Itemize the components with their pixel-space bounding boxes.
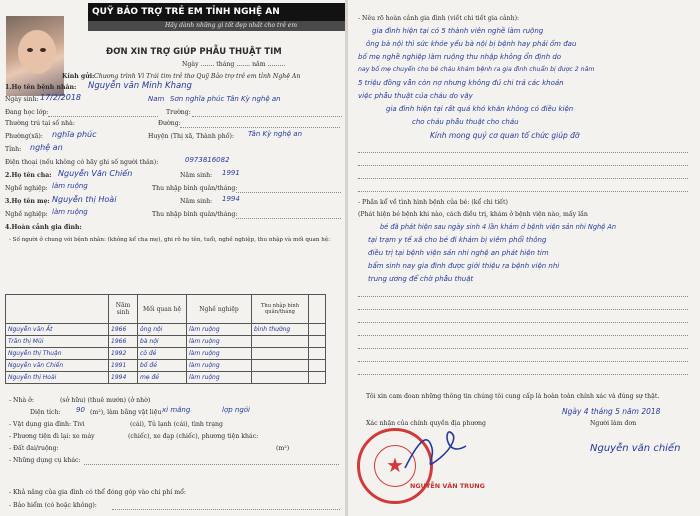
header-income: Thu nhập bình quân/tháng [252,295,309,324]
father-income-label: Thu nhập bình quân/tháng: [152,185,238,192]
ward-value: nghĩa phúc [52,130,97,139]
cell-rel: mẹ đẻ [138,372,187,384]
date-line: Ngày ....... tháng ....... năm ......... [182,61,286,68]
q2-dots [358,348,688,349]
q1-line: bố mẹ nghề nghiệp làm ruộng thu nhập không ổn định do [358,53,562,61]
dob-label: Ngày sinh: [5,96,39,103]
cell-rel: bố đẻ [138,360,187,372]
cell-extra [309,360,326,372]
cell-job: làm ruộng [187,348,252,360]
insurance-dots [112,509,340,510]
school-label: Trường: [166,109,191,116]
wall-value: lợp ngói [222,406,251,414]
table-row [6,324,326,336]
header-extra [309,295,326,324]
child-name-label: 1.Họ tên bệnh nhân: [5,84,77,91]
q1-dots [358,178,688,179]
gender-value: Nam [148,95,165,103]
q2-line: điều trị tại bệnh viện sản nhi nghệ an phát hiện tim [368,249,549,257]
cell-year: 1994 [109,372,138,384]
father-income-dots [236,192,341,193]
commit-text: Tôi xin cam đoan những thông tin chúng tôi cung cấp là hoàn toàn chính xác và đúng sự thật. [366,393,660,400]
cell-name: Trần thị Mùi [6,336,109,348]
school-dots [192,116,342,117]
mother-income-label: Thu nhập bình quân/tháng: [152,211,238,218]
q1-line: Kính mong quý cơ quan tổ chức giúp đỡ [430,131,580,140]
applicant-signature: Nguyễn văn chiến [590,443,681,454]
family-label: 4.Hoàn cảnh gia đình: [5,224,82,231]
vehicle-label: - Phương tiện đi lại: xe máy [9,433,95,440]
applicant-label: Người làm đơn [590,420,637,427]
q1-line: cho cháu phẫu thuật cho cháu [412,118,519,126]
province-value: nghệ an [30,143,63,152]
area-value: 90 [76,406,85,414]
cell-name: Nguyễn văn Ất [6,324,109,336]
other-dots [84,464,339,465]
father-job-value: làm ruộng [52,182,88,190]
mother-value: Nguyễn thị Hoài [52,195,117,204]
cell-job: làm ruộng [187,324,252,336]
material-label: (m²), làm bằng vật liệu [90,409,162,416]
q2-line: tại trạm y tế xã cho bé đi khám bị viêm phổi thông [368,236,547,244]
table-row [6,360,326,372]
header-job: Nghề nghiệp [187,295,252,324]
cell-job: làm ruộng [187,360,252,372]
q2-dots [358,361,688,362]
cell-year: 1992 [109,348,138,360]
mother-job-label: Nghề nghiệp: [5,211,48,218]
star-icon: ★ [386,453,404,477]
phone-value: 0973816082 [185,156,230,164]
kinh-gui-label: Kính gửi: [62,73,95,80]
room-label: - Vật dụng gia đình: Tivi [9,421,85,428]
q2-dots [358,309,688,310]
other-label: - Những dụng cụ khác: [9,457,81,464]
cell-extra [309,336,326,348]
header-year: Năm sinh [109,295,138,324]
form-title: ĐƠN XIN TRỢ GIÚP PHẪU THUẬT TIM [106,47,282,57]
q1-line: nay bố mẹ chuyển cho bé cháu khám bệnh ra gia đình chuẩn bị được 2 năm [358,66,595,73]
child-face [18,30,56,74]
q1-dots [358,152,688,153]
org-slogan: Hãy dành những gì tốt đẹp nhất cho trẻ em [165,22,298,29]
q2-dots [358,335,688,336]
kinh-gui-text: Chương trình Vì Trái tim trẻ thơ Quỹ Bảo trợ trẻ em tỉnh Nghệ An [94,73,301,80]
street-dots [180,127,340,128]
q2-dots [358,296,688,297]
cell-name: Nguyễn thị Thuận [6,348,109,360]
cell-rel: cô đẻ [138,348,187,360]
cell-extra [309,324,326,336]
org-name: QUỸ BẢO TRỢ TRẺ EM TỈNH NGHỆ AN [92,7,280,17]
cell-name: Nguyễn văn Chiến [6,360,109,372]
phone-label: Điện thoại (nếu không có hãy ghi số người thân): [5,159,159,166]
cell-rel: ông nội [138,324,187,336]
eye-left [27,48,33,52]
child-name-value: Nguyễn văn Minh Khang [88,81,192,91]
province-label: Tỉnh: [5,146,22,153]
cell-name: Nguyễn thị Hoài [6,372,109,384]
father-label: 2.Họ tên cha: [5,172,52,179]
q2-label: - Phần kể về tình hình bệnh của bé: (kể chi tiết) [358,199,508,206]
street-label: Đường: [158,120,181,127]
father-year-value: 1991 [222,169,240,177]
house-label: - Nhà ở: [9,397,34,404]
q1-line: ông bà nội thì sức khỏe yếu bà nội bị bệnh hay phải ốm đau [366,40,577,48]
official-signature [400,428,470,478]
vehicle-items: (chiếc), xe đạp (chiếc), phương tiện khác: [128,433,259,440]
land-label: - Đất đai/ruộng: [9,445,59,452]
cell-extra [309,348,326,360]
q1-line: việc phẫu thuật của cháu do vậy [358,92,473,100]
cell-income [252,372,309,384]
father-year-label: Năm sinh: [180,172,213,179]
insurance-label: - Bảo hiểm (có hoặc không): [9,502,97,509]
dob-value: 17/2/2018 [40,93,82,102]
family-desc: - Số người ở chung với bệnh nhân: (không kể cha mẹ), ghi rõ họ tên, tuổi, nghề nghiệp, thu nhập và mối quan hệ: [9,237,331,243]
eye-right [40,48,46,52]
mother-year-value: 1994 [222,195,240,203]
grade-label: Đang học lớp: [5,109,49,116]
q2-line: bẩm sinh nay gia đình được giới thiệu ra bệnh viện nhi [368,262,560,270]
area-label: Diện tích: [30,409,61,416]
cell-year: 1991 [109,360,138,372]
mother-year-label: Năm sinh: [180,198,213,205]
material-value: xi măng [162,406,191,414]
cell-income [252,336,309,348]
table-row [6,348,326,360]
cell-year: 1966 [109,324,138,336]
cell-rel: bà nội [138,336,187,348]
header-name [6,295,109,324]
family-table [5,294,326,384]
table-row [6,372,326,384]
q2-line: trung ương để chờ phẫu thuật [368,275,474,283]
birthplace-value: Sơn nghĩa phúc Tân Kỳ nghệ an [170,95,281,103]
cell-job: làm ruộng [187,372,252,384]
district-label: Huyện (Thị xã, Thành phố): [148,133,235,140]
district-value: Tân Kỳ nghệ an [248,130,303,138]
mother-job-value: làm ruộng [52,208,88,216]
header-rel: Mối quan hệ [138,295,187,324]
cell-income: bình thường [252,324,309,336]
mother-income-dots [236,218,341,219]
table-row [6,336,326,348]
cell-job: làm ruộng [187,336,252,348]
relatives-label: - Khả năng của gia đình có thể đóng góp vào chi phí mổ: [9,489,187,496]
room-items: (cái), Tủ lạnh (cái), tình trạng [130,421,223,428]
ward-label: Phường(xã): [5,133,43,140]
mother-label: 3.Họ tên mẹ: [5,198,50,205]
father-job-label: Nghề nghiệp: [5,185,48,192]
table-header-row [6,295,326,324]
house-checks: (sở hữu) (thuê mướn) (ở nhờ) [60,397,151,404]
cell-income [252,348,309,360]
q1-line: gia đình hiện tại có 5 thành viên nghề làm ruộng [372,27,544,35]
confirm-label: Xác nhận của chính quyền địa phương [366,420,487,427]
land-items: (m²) [276,445,290,452]
q1-line: 5 triệu đồng vẫn còn nợ nhưng không đủ chi trả các khoản [358,79,564,87]
signer-name: NGUYỄN VĂN TRUNG [410,482,485,490]
cell-year: 1966 [109,336,138,348]
father-value: Nguyễn Văn Chiến [58,169,133,178]
q2-line: bé đã phát hiện sau ngày sinh 4 lần khám ở bệnh viện sản nhi Nghệ An [380,223,617,231]
sign-date: Ngày 4 tháng 5 năm 2018 [562,407,661,416]
q2-sub: (Phát hiện bé bệnh khi nào, cách điều trị, khám ở bệnh viện nào, mấy lần [358,211,588,218]
grade-dots [48,116,158,117]
q1-label: - Nêu rõ hoàn cảnh gia đình (viết chi tiết gia cảnh): [358,15,520,22]
q2-dots [358,374,688,375]
cell-income [252,360,309,372]
address-label: Thường trú tại số nhà: [5,120,75,127]
q2-dots [358,322,688,323]
q1-dots [358,165,688,166]
cell-extra [309,372,326,384]
q1-dots [358,191,688,192]
q1-line: gia đình hiện tại rất quá khó khăn không có điều kiện [386,105,574,113]
